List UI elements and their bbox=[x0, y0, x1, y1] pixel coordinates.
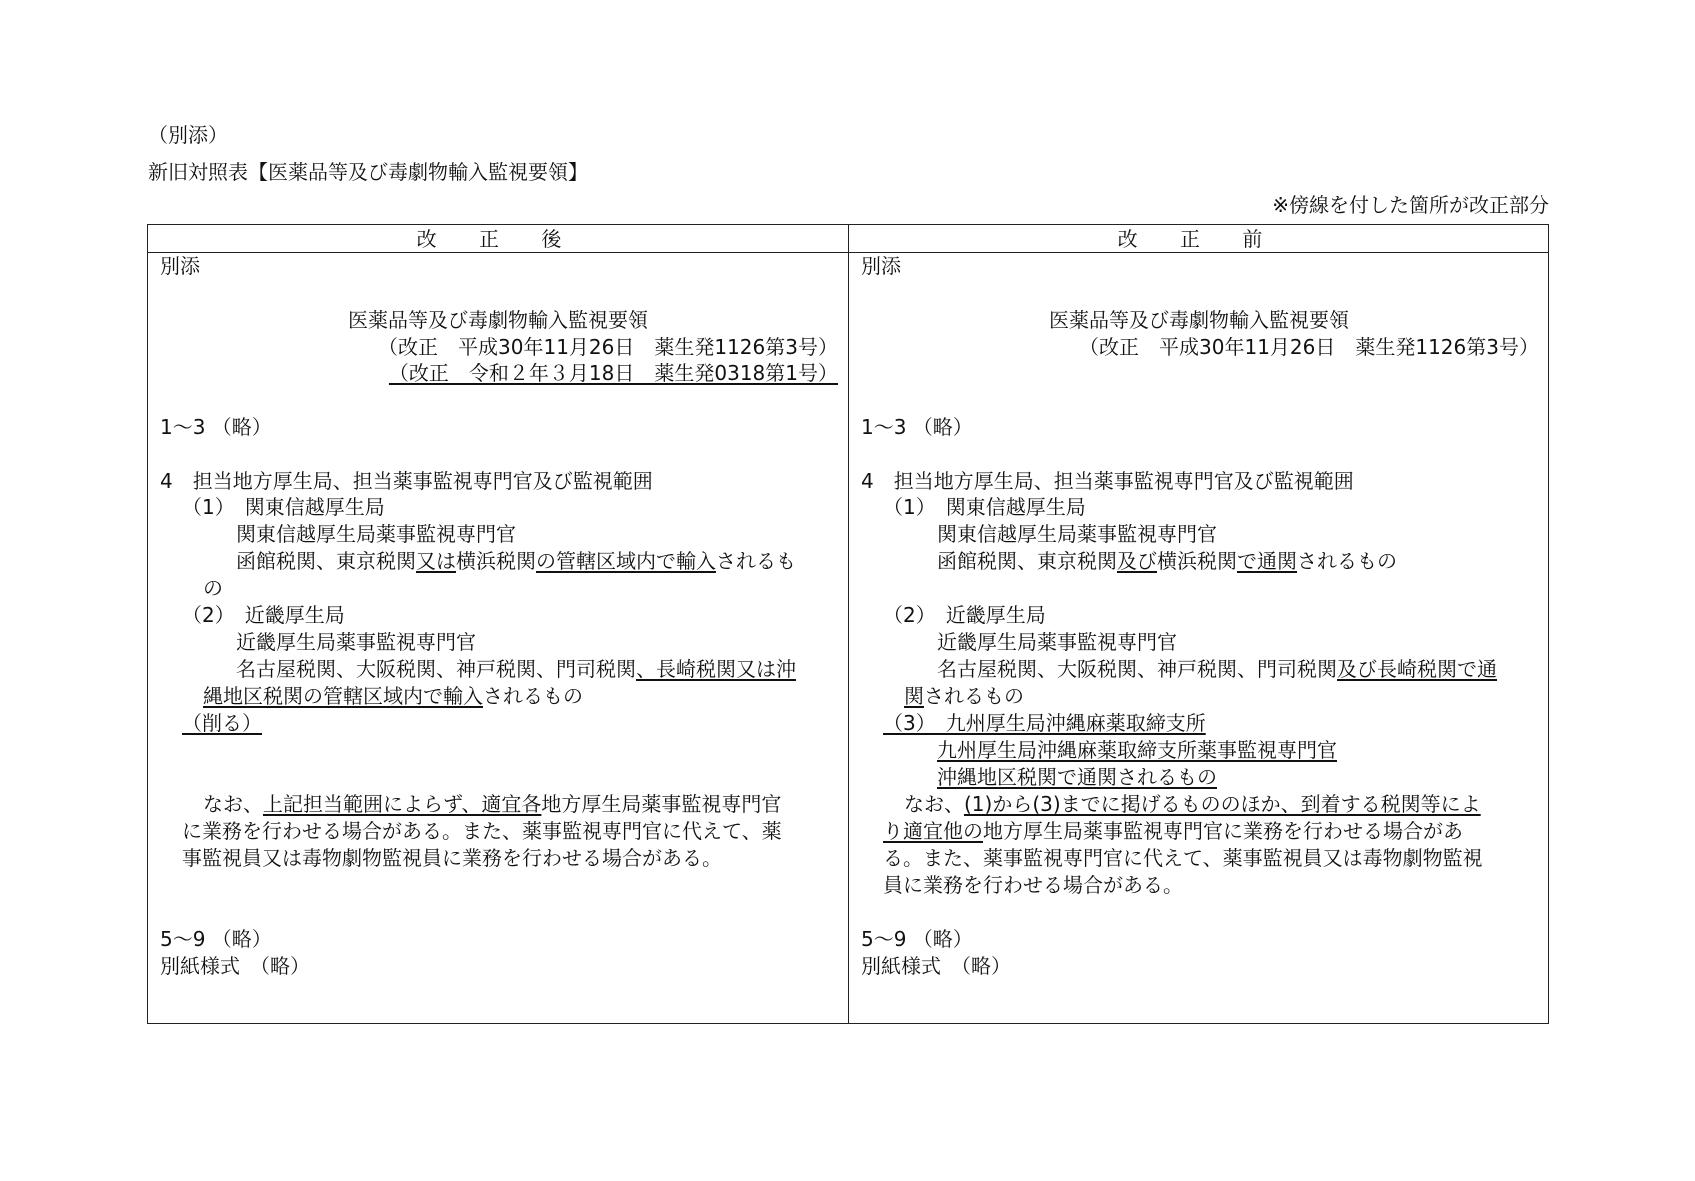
kinki-officer: 近畿厚生局薬事監視専門官 bbox=[236, 630, 476, 654]
nao-c: 地方厚生局薬事監視専門官 bbox=[541, 792, 782, 816]
kanto-scope-d: の管轄区域内で輸入 bbox=[536, 549, 716, 573]
kinki-scope-c: 縄地区税関の管轄区域内で輸入 bbox=[203, 684, 483, 708]
section-1-3: 1～3 （略） bbox=[861, 415, 973, 439]
forms: 別紙様式 （略） bbox=[160, 954, 310, 978]
kanto-scope-a: 函館税関、東京税関 bbox=[937, 549, 1117, 573]
attach-label: 別添 bbox=[861, 254, 901, 278]
nao-d: 地方厚生局薬事監視専門官に業務を行わせる場合があ bbox=[983, 819, 1463, 843]
kanto-scope-cont: の bbox=[203, 576, 223, 600]
nao-a: なお、 bbox=[203, 792, 263, 816]
kyushu-label-text: （3） 九州厚生局沖縄麻薬取締支所 bbox=[883, 711, 1206, 735]
revision-line-1: （改正 平成30年11月26日 薬生発1126第3号） bbox=[1079, 335, 1539, 359]
document-title: 新旧対照表【医薬品等及び毒劇物輸入監視要領】 bbox=[148, 160, 588, 184]
nao-line-2 bbox=[883, 818, 1463, 844]
nao-line-3: る。また、薬事監視専門官に代えて、薬事監視員又は毒物劇物監視 bbox=[883, 846, 1483, 870]
kyushu-scope-text: 沖縄地区税関で通関されるもの bbox=[937, 765, 1217, 789]
attach-label: 別添 bbox=[160, 254, 200, 278]
revision-note: ※傍線を付した箇所が改正部分 bbox=[1272, 193, 1549, 217]
kanto-scope-d: で通関 bbox=[1237, 549, 1297, 573]
kinki-scope-cont bbox=[904, 683, 1024, 709]
revision-line-2-text: （改正 令和２年３月18日 薬生発0318第1号） bbox=[388, 361, 838, 385]
kinki-scope-cont bbox=[203, 683, 583, 709]
kinki-label: （2） 近畿厚生局 bbox=[182, 603, 345, 627]
kinki-scope-c: 関 bbox=[904, 684, 924, 708]
deleted-marker bbox=[182, 710, 262, 736]
section-4-heading: 4 担当地方厚生局、担当薬事監視専門官及び監視範囲 bbox=[861, 469, 1354, 493]
kanto-scope-c: 横浜税関 bbox=[1157, 549, 1237, 573]
nao-line-2: に業務を行わせる場合がある。また、薬事監視専門官に代えて、薬 bbox=[182, 819, 782, 843]
section-5-9: 5～9 （略） bbox=[160, 927, 272, 951]
kanto-scope-e: されるもの bbox=[1297, 549, 1397, 573]
doc-title: 医薬品等及び毒劇物輸入監視要領 bbox=[348, 308, 648, 332]
nao-line-1 bbox=[203, 791, 781, 817]
kinki-scope-b: 、長崎税関又は沖 bbox=[636, 657, 796, 681]
kyushu-officer-text: 九州厚生局沖縄麻薬取締支所薬事監視専門官 bbox=[937, 738, 1337, 762]
kinki-scope bbox=[937, 656, 1497, 682]
kanto-officer: 関東信越厚生局薬事監視専門官 bbox=[937, 522, 1217, 546]
kanto-scope-a: 函館税関、東京税関 bbox=[236, 549, 416, 573]
kyushu-officer bbox=[937, 737, 1337, 763]
kinki-scope-d: されるもの bbox=[483, 684, 583, 708]
nao-b: 上記担当範囲によらず、適宜各 bbox=[263, 792, 542, 816]
before-column bbox=[849, 253, 1549, 1023]
kyushu-label bbox=[883, 710, 1206, 736]
nao-line-4: 員に業務を行わせる場合がある。 bbox=[883, 873, 1183, 897]
kanto-scope-c: 横浜税関 bbox=[456, 549, 536, 573]
attachment-label: （別添） bbox=[148, 123, 228, 147]
nao-a: なお、 bbox=[904, 792, 964, 816]
column-header-before: 改 正 前 bbox=[1117, 227, 1281, 251]
kyushu-scope bbox=[937, 764, 1217, 790]
kinki-scope-b: 及び長崎税関で通 bbox=[1337, 657, 1497, 681]
kinki-scope bbox=[236, 656, 796, 682]
kanto-scope-b: 及び bbox=[1117, 549, 1157, 573]
kanto-label: （1） 関東信越厚生局 bbox=[182, 495, 385, 519]
nao-line-3: 事監視員又は毒物劇物監視員に業務を行わせる場合がある。 bbox=[182, 846, 722, 870]
nao-c: り適宜他の bbox=[883, 819, 983, 843]
kinki-scope-a: 名古屋税関、大阪税関、神戸税関、門司税関 bbox=[937, 657, 1337, 681]
section-5-9: 5～9 （略） bbox=[861, 927, 973, 951]
nao-b: (1)から(3)までに掲げるもののほか、到着する税関等によ bbox=[964, 792, 1481, 816]
kanto-scope bbox=[937, 548, 1397, 574]
kanto-scope bbox=[236, 548, 796, 574]
column-header-after: 改 正 後 bbox=[416, 227, 580, 251]
kanto-scope-e: されるも bbox=[716, 549, 796, 573]
section-1-3: 1～3 （略） bbox=[160, 415, 272, 439]
deleted-text: （削る） bbox=[182, 711, 262, 735]
after-column bbox=[148, 253, 848, 1023]
nao-line-1 bbox=[904, 791, 1481, 817]
forms: 別紙様式 （略） bbox=[861, 954, 1011, 978]
kanto-scope-b: 又は bbox=[416, 549, 456, 573]
comparison-table bbox=[147, 224, 1549, 1024]
revision-line-1: （改正 平成30年11月26日 薬生発1126第3号） bbox=[378, 335, 838, 359]
revision-line-2 bbox=[389, 360, 838, 386]
section-4-heading: 4 担当地方厚生局、担当薬事監視専門官及び監視範囲 bbox=[160, 469, 653, 493]
doc-title: 医薬品等及び毒劇物輸入監視要領 bbox=[1049, 308, 1349, 332]
kinki-label: （2） 近畿厚生局 bbox=[883, 603, 1046, 627]
kanto-label: （1） 関東信越厚生局 bbox=[883, 495, 1086, 519]
kinki-scope-d: されるもの bbox=[924, 684, 1024, 708]
kanto-officer: 関東信越厚生局薬事監視専門官 bbox=[236, 522, 516, 546]
kinki-officer: 近畿厚生局薬事監視専門官 bbox=[937, 630, 1177, 654]
kinki-scope-a: 名古屋税関、大阪税関、神戸税関、門司税関 bbox=[236, 657, 636, 681]
